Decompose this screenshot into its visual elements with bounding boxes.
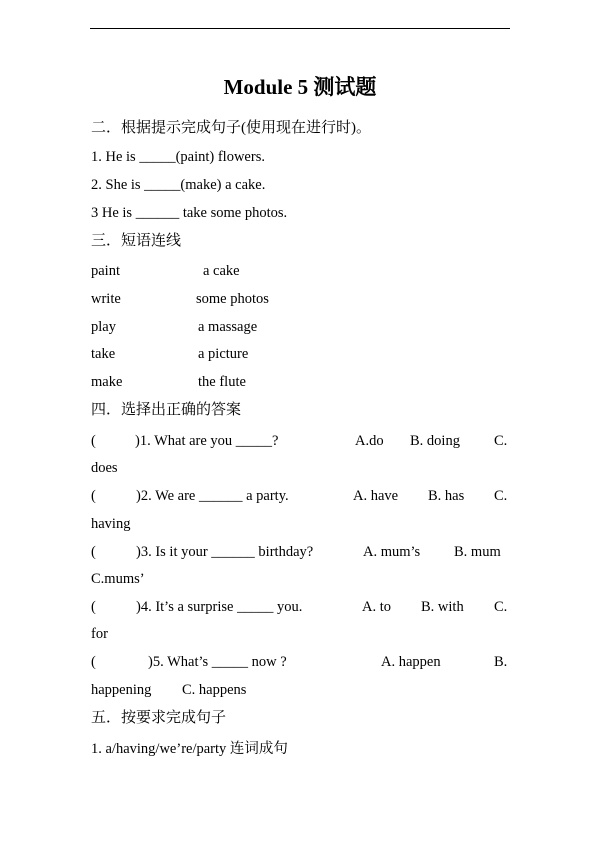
answer-paren: (	[91, 599, 96, 615]
question-5-option-b: B.	[494, 654, 508, 670]
question-4-option-c: C.	[494, 599, 508, 615]
answer-paren: (	[91, 654, 96, 670]
match-right-2: some photos	[196, 291, 269, 307]
section-4-heading: 四．选择出正确的答案	[91, 402, 242, 418]
question-4-option-a: A. to	[362, 599, 391, 615]
match-left-3: play	[91, 319, 116, 335]
question-3-option-b: B. mum	[454, 544, 501, 560]
question-3-option-a: A. mum’s	[363, 544, 421, 560]
question-4-option-b: B. with	[421, 599, 464, 615]
question-2-option-c: C.	[494, 488, 508, 504]
question-2-continuation: having	[91, 516, 131, 532]
question-3-text: )3. Is it your ______ birthday?	[136, 544, 314, 560]
question-5-option-a: A. happen	[381, 654, 441, 670]
match-left-2: write	[91, 291, 121, 307]
answer-paren: (	[91, 544, 96, 560]
question-5-option-b-text: happening	[91, 682, 152, 698]
section-2-heading: 二．根据提示完成句子(使用现在进行时)。	[91, 120, 371, 136]
section-2-item-2: 2. She is _____(make) a cake.	[91, 177, 266, 193]
match-right-4: a picture	[198, 346, 249, 362]
question-2-option-a: A. have	[353, 488, 399, 504]
question-4-text: )4. It’s a surprise _____ you.	[136, 599, 303, 615]
question-2-option-b: B. has	[428, 488, 465, 504]
question-5-text: )5. What’s _____ now ?	[148, 654, 287, 670]
question-3-continuation: C.mums’	[91, 571, 145, 587]
top-rule	[90, 28, 510, 29]
question-1-continuation: does	[91, 460, 118, 476]
section-5-item-1: 1. a/having/we’re/party 连词成句	[91, 741, 288, 757]
match-right-5: the flute	[198, 374, 246, 390]
match-right-1: a cake	[203, 263, 240, 279]
question-1-option-b: B. doing	[410, 433, 460, 449]
question-5-option-c: C. happens	[182, 682, 247, 698]
section-3-heading: 三．短语连线	[91, 233, 182, 249]
question-1-text: )1. What are you _____?	[135, 433, 279, 449]
match-right-3: a massage	[198, 319, 258, 335]
section-5-heading: 五．按要求完成句子	[91, 710, 227, 726]
section-2-item-3: 3 He is ______ take some photos.	[91, 205, 288, 221]
match-left-4: take	[91, 346, 116, 362]
section-2-item-1: 1. He is _____(paint) flowers.	[91, 149, 265, 165]
answer-paren: (	[91, 433, 96, 449]
question-1-option-c: C.	[494, 433, 508, 449]
answer-paren: (	[91, 488, 96, 504]
question-2-text: )2. We are ______ a party.	[136, 488, 289, 504]
match-left-1: paint	[91, 263, 120, 279]
match-left-5: make	[91, 374, 123, 390]
question-1-option-a: A.do	[355, 433, 384, 449]
page-title: Module 5 测试题	[223, 75, 377, 99]
question-4-continuation: for	[91, 626, 108, 642]
